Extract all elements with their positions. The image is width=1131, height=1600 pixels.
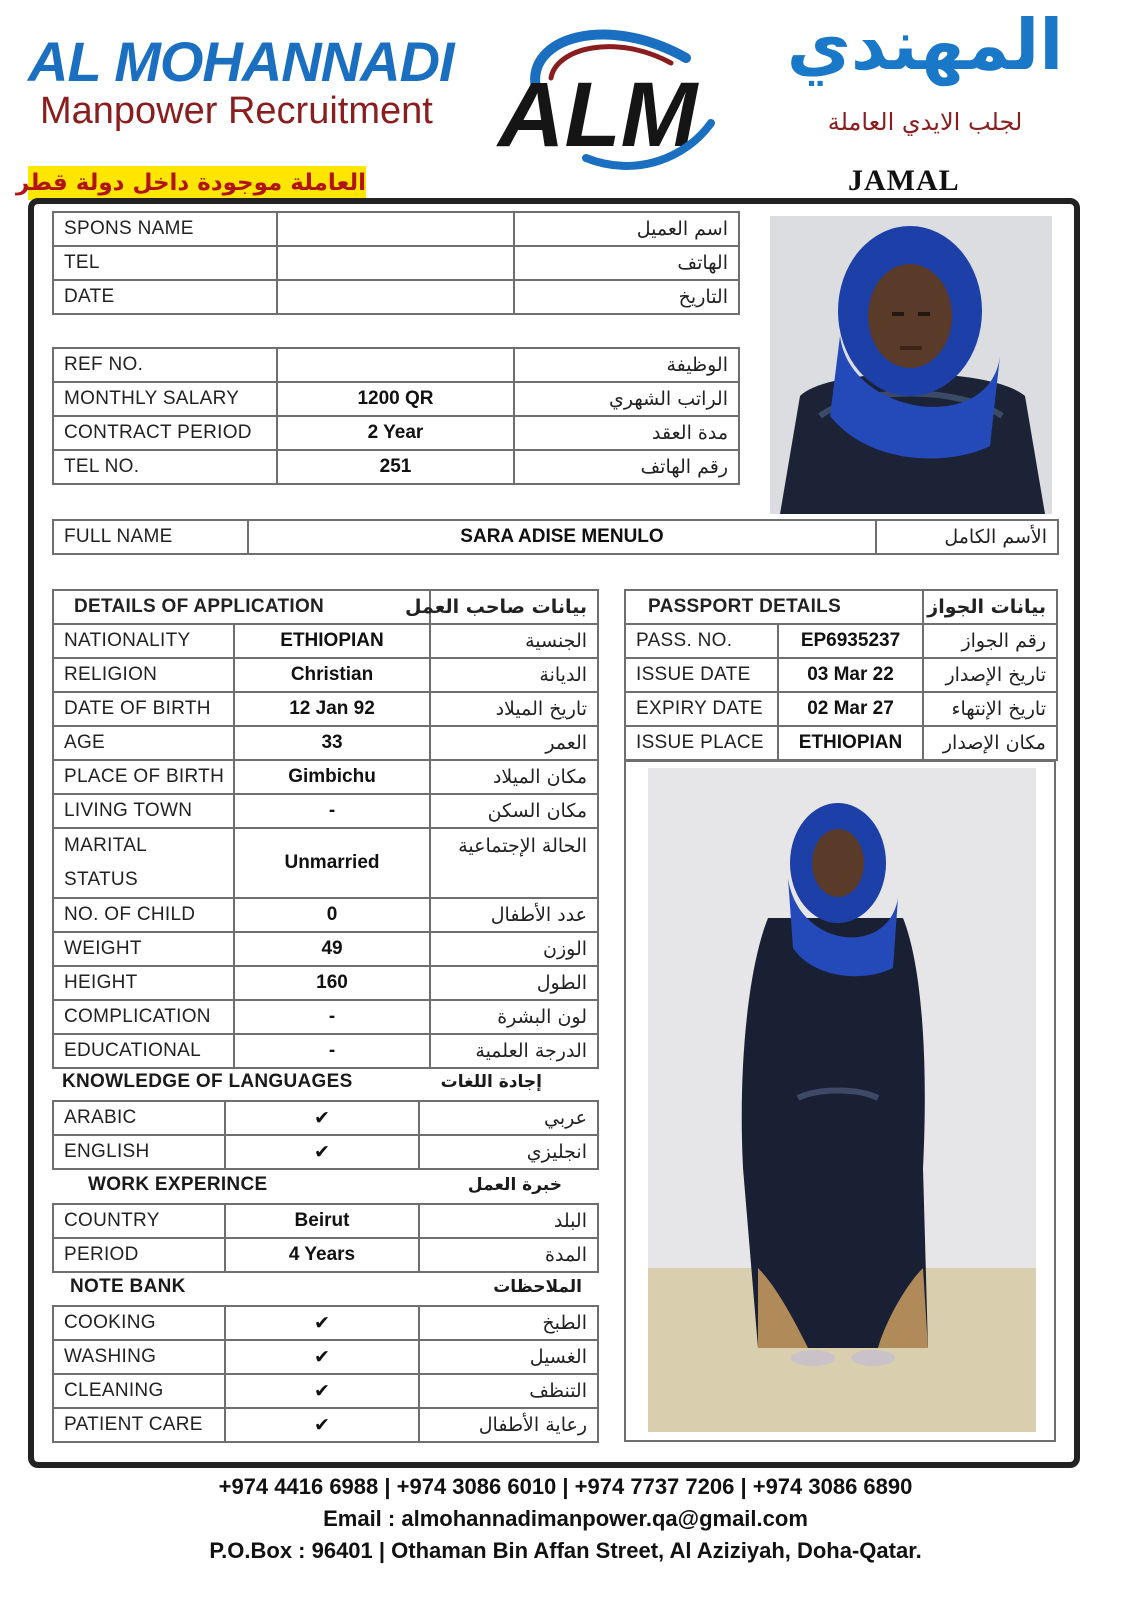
- contract-period-label: CONTRACT PERIOD: [53, 416, 277, 450]
- contract-period-value: 2 Year: [277, 416, 514, 450]
- patient-care-label-ar: رعاية الأطفال: [419, 1408, 598, 1442]
- application-title: DETAILS OF APPLICATION: [53, 590, 430, 624]
- arabic-check-icon: ✔: [225, 1101, 419, 1135]
- passport-title: PASSPORT DETAILS: [625, 590, 923, 624]
- complication-label-ar: لون البشرة: [430, 1000, 598, 1034]
- place-of-birth-value: Gimbichu: [234, 760, 430, 794]
- cooking-label: COOKING: [53, 1306, 225, 1340]
- washing-label-ar: الغسيل: [419, 1340, 598, 1374]
- country-value: Beirut: [225, 1204, 419, 1238]
- dob-value: 12 Jan 92: [234, 692, 430, 726]
- table-row: [53, 966, 598, 1000]
- country-label-ar: البلد: [419, 1204, 598, 1238]
- patient-care-check-icon: ✔: [225, 1408, 419, 1442]
- marital-status-label: [53, 828, 234, 898]
- ref-no-label: REF NO.: [53, 348, 277, 382]
- notes-title-ar: الملاحظات: [493, 1277, 582, 1297]
- footer-address: P.O.Box : 96401 | Othaman Bin Affan Street, Al Aziziyah, Doha-Qatar.: [209, 1538, 922, 1563]
- table-row: [53, 382, 739, 416]
- languages-title: KNOWLEDGE OF LANGUAGES: [62, 1071, 353, 1092]
- issue-place-value: ETHIOPIAN: [778, 726, 923, 760]
- experience-table: [52, 1203, 599, 1273]
- application-table: [52, 589, 599, 1069]
- issue-date-label-ar: تاريخ الإصدار: [923, 658, 1057, 692]
- table-row: [53, 1034, 598, 1068]
- height-label: HEIGHT: [53, 966, 234, 1000]
- table-row: [53, 1135, 598, 1169]
- table-row: [53, 212, 739, 246]
- languages-heading: [62, 1065, 582, 1099]
- age-label-ar: العمر: [430, 726, 598, 760]
- agent-name: JAMAL: [848, 164, 960, 197]
- table-row: [625, 624, 1057, 658]
- table-row: [53, 450, 739, 484]
- notes-title: NOTE BANK: [70, 1276, 186, 1297]
- pass-no-label: PASS. NO.: [625, 624, 778, 658]
- table-row: [53, 898, 598, 932]
- ref-no-value: [277, 348, 514, 382]
- table-row: [53, 760, 598, 794]
- spons-name-label-ar: اسم العميل: [514, 212, 739, 246]
- spons-name-value: [277, 212, 514, 246]
- patient-care-label: PATIENT CARE: [53, 1408, 225, 1442]
- footer-phones: +974 4416 6988 | +974 3086 6010 | +974 7737 7206 | +974 3086 6890: [218, 1474, 913, 1499]
- educational-label: EDUCATIONAL: [53, 1034, 234, 1068]
- table-row: [53, 932, 598, 966]
- footer-email[interactable]: Email : almohannadimanpower.qa@gmail.com: [323, 1506, 808, 1531]
- tel-no-label-ar: رقم الهاتف: [514, 450, 739, 484]
- experience-heading: [88, 1168, 582, 1202]
- complication-value: -: [234, 1000, 430, 1034]
- period-label: PERIOD: [53, 1238, 225, 1272]
- table-row: [625, 726, 1057, 760]
- alm-logo-icon: [496, 18, 722, 172]
- full-name-table: [52, 519, 1059, 555]
- spons-name-label: SPONS NAME: [53, 212, 277, 246]
- languages-table: [52, 1100, 599, 1170]
- ref-no-label-ar: الوظيفة: [514, 348, 739, 382]
- dob-label: DATE OF BIRTH: [53, 692, 234, 726]
- table-row: [53, 416, 739, 450]
- notes-heading: [70, 1270, 582, 1304]
- full-body-photo: [648, 768, 1036, 1432]
- religion-label-ar: الديانة: [430, 658, 598, 692]
- arabic-label: ARABIC: [53, 1101, 225, 1135]
- table-row: [625, 692, 1057, 726]
- tel-no-label: TEL NO.: [53, 450, 277, 484]
- full-name-value: SARA ADISE MENULO: [248, 520, 876, 554]
- weight-value: 49: [234, 932, 430, 966]
- educational-value: -: [234, 1034, 430, 1068]
- washing-label: WASHING: [53, 1340, 225, 1374]
- expiry-date-label-ar: تاريخ الإنتهاء: [923, 692, 1057, 726]
- period-label-ar: المدة: [419, 1238, 598, 1272]
- arabic-label-ar: عربي: [419, 1101, 598, 1135]
- marital-label-line2: STATUS: [64, 869, 138, 890]
- pass-no-label-ar: رقم الجواز: [923, 624, 1057, 658]
- table-row: [53, 1238, 598, 1272]
- table-row: [53, 828, 598, 898]
- expiry-date-label: EXPIRY DATE: [625, 692, 778, 726]
- logo-subtitle-ar: لجلب الايدي العاملة: [827, 108, 1023, 136]
- cooking-check-icon: ✔: [225, 1306, 419, 1340]
- cleaning-label: CLEANING: [53, 1374, 225, 1408]
- height-label-ar: الطول: [430, 966, 598, 1000]
- cooking-label-ar: الطبخ: [419, 1306, 598, 1340]
- marital-status-label-ar: الحالة الإجتماعية: [430, 828, 598, 898]
- table-row: [53, 1374, 598, 1408]
- date-label-ar: التاريخ: [514, 280, 739, 314]
- table-row: [53, 348, 739, 382]
- table-row: [625, 658, 1057, 692]
- table-row: [53, 1000, 598, 1034]
- date-label: DATE: [53, 280, 277, 314]
- contract-table: [52, 347, 740, 485]
- table-row: [53, 1204, 598, 1238]
- children-value: 0: [234, 898, 430, 932]
- english-check-icon: ✔: [225, 1135, 419, 1169]
- salary-label: MONTHLY SALARY: [53, 382, 277, 416]
- passport-table: [624, 589, 1058, 761]
- pass-no-value: EP6935237: [778, 624, 923, 658]
- notes-table: [52, 1305, 599, 1443]
- table-row: [53, 658, 598, 692]
- salary-label-ar: الراتب الشهري: [514, 382, 739, 416]
- issue-date-label: ISSUE DATE: [625, 658, 778, 692]
- living-town-label-ar: مكان السكن: [430, 794, 598, 828]
- logo-title-ar: المهندي: [786, 4, 1064, 86]
- in-qatar-banner: العاملة موجودة داخل دولة قطر: [28, 166, 366, 200]
- logo-subtitle-en: Manpower Recruitment: [40, 90, 433, 132]
- table-row: [53, 1101, 598, 1135]
- age-label: AGE: [53, 726, 234, 760]
- nationality-label-ar: الجنسية: [430, 624, 598, 658]
- experience-title-ar: خبرة العمل: [467, 1175, 562, 1195]
- age-value: 33: [234, 726, 430, 760]
- cleaning-check-icon: ✔: [225, 1374, 419, 1408]
- washing-check-icon: ✔: [225, 1340, 419, 1374]
- nationality-label: NATIONALITY: [53, 624, 234, 658]
- country-label: COUNTRY: [53, 1204, 225, 1238]
- table-row: [53, 692, 598, 726]
- english-label: ENGLISH: [53, 1135, 225, 1169]
- place-of-birth-label: PLACE OF BIRTH: [53, 760, 234, 794]
- english-label-ar: انجليزي: [419, 1135, 598, 1169]
- application-title-ar: بيانات صاحب العمل: [430, 590, 598, 624]
- table-row: [53, 1408, 598, 1442]
- salary-value: 1200 QR: [277, 382, 514, 416]
- passport-title-ar: بيانات الجواز: [923, 590, 1057, 624]
- cleaning-label-ar: التنظف: [419, 1374, 598, 1408]
- religion-value: Christian: [234, 658, 430, 692]
- table-row: [53, 624, 598, 658]
- table-row: [53, 794, 598, 828]
- date-value: [277, 280, 514, 314]
- religion-label: RELIGION: [53, 658, 234, 692]
- tel-value: [277, 246, 514, 280]
- logo-mark-text: ALM: [498, 64, 698, 166]
- contract-period-label-ar: مدة العقد: [514, 416, 739, 450]
- table-row: [53, 280, 739, 314]
- expiry-date-value: 02 Mar 27: [778, 692, 923, 726]
- table-header-row: [53, 590, 598, 624]
- children-label-ar: عدد الأطفال: [430, 898, 598, 932]
- experience-title: WORK EXPERINCE: [88, 1174, 268, 1195]
- portrait-photo: [770, 216, 1052, 514]
- tel-label-ar: الهاتف: [514, 246, 739, 280]
- table-row: [53, 1340, 598, 1374]
- logo-title-en: AL MOHANNADI: [28, 30, 454, 93]
- tel-label: TEL: [53, 246, 277, 280]
- table-row: [53, 726, 598, 760]
- table-row: [53, 1306, 598, 1340]
- full-name-label: FULL NAME: [53, 520, 248, 554]
- table-row: [53, 246, 739, 280]
- complication-label: COMPLICATION: [53, 1000, 234, 1034]
- full-name-label-ar: الأسم الكامل: [876, 520, 1058, 554]
- period-value: 4 Years: [225, 1238, 419, 1272]
- marital-label-line1: MARITAL: [64, 835, 148, 856]
- issue-date-value: 03 Mar 22: [778, 658, 923, 692]
- issue-place-label-ar: مكان الإصدار: [923, 726, 1057, 760]
- table-row: [53, 520, 1058, 554]
- languages-title-ar: إجادة اللغات: [440, 1072, 542, 1092]
- place-of-birth-label-ar: مكان الميلاد: [430, 760, 598, 794]
- full-body-photo-frame: [624, 760, 1056, 1442]
- dob-label-ar: تاريخ الميلاد: [430, 692, 598, 726]
- weight-label-ar: الوزن: [430, 932, 598, 966]
- living-town-label: LIVING TOWN: [53, 794, 234, 828]
- educational-label-ar: الدرجة العلمية: [430, 1034, 598, 1068]
- tel-no-value: 251: [277, 450, 514, 484]
- living-town-value: -: [234, 794, 430, 828]
- children-label: NO. OF CHILD: [53, 898, 234, 932]
- table-header-row: [625, 590, 1057, 624]
- nationality-value: ETHIOPIAN: [234, 624, 430, 658]
- weight-label: WEIGHT: [53, 932, 234, 966]
- marital-status-value: Unmarried: [234, 828, 430, 898]
- height-value: 160: [234, 966, 430, 1000]
- issue-place-label: ISSUE PLACE: [625, 726, 778, 760]
- sponsor-table: [52, 211, 740, 315]
